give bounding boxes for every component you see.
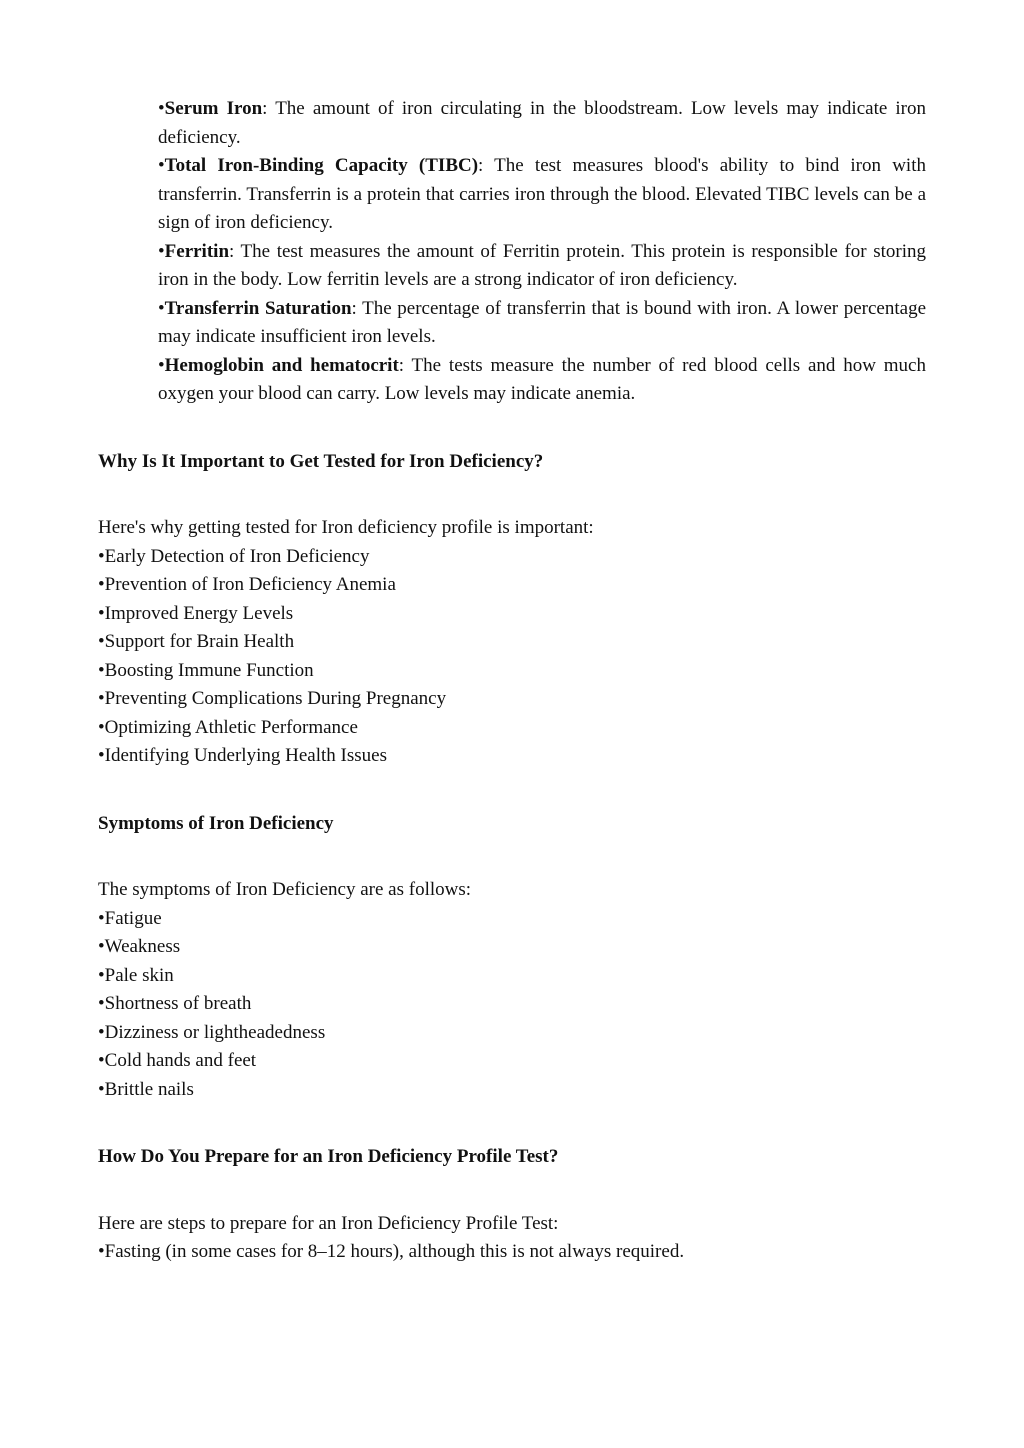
list-item: •Optimizing Athletic Performance (98, 716, 358, 738)
term: Ferritin (164, 240, 230, 262)
term: Total Iron-Binding Capacity (TIBC) (164, 155, 479, 176)
list-item: •Total Iron-Binding Capacity (TIBC): The test measures blood's ability to bind iron with transferrin. Transferrin is a protein that carries iron through the blood. Elevated TIBC levels can be a sign of iron deficiency. (158, 155, 926, 233)
why-list (98, 543, 926, 771)
list-item: •Cold hands and feet (98, 1050, 257, 1071)
list-item: •Brittle nails (98, 1078, 194, 1100)
symptoms-list (98, 905, 926, 1105)
term: Serum Iron (164, 98, 263, 119)
section-intro-prepare: Here are steps to prepare for an Iron Deficiency Profile Test: (98, 1212, 559, 1234)
section-heading-symptoms: Symptoms of Iron Deficiency (98, 812, 334, 834)
prepare-list (98, 1238, 926, 1267)
list-item: •Identifying Underlying Health Issues (98, 745, 387, 766)
document-page (98, 95, 926, 1267)
list-item: •Support for Brain Health (98, 631, 295, 652)
section-heading-why: Why Is It Important to Get Tested for Iron Deficiency? (98, 450, 544, 472)
list-item: •Fatigue (98, 907, 162, 929)
list-item: •Hemoglobin and hematocrit: The tests measure the number of red blood cells and how much oxygen your blood can carry. Low levels may indicate anemia. (158, 354, 926, 404)
test-components-list (158, 95, 926, 409)
list-item: •Fasting (in some cases for 8–12 hours), although this is not always required. (98, 1241, 685, 1262)
section-intro-why: Here's why getting tested for Iron deficiency profile is important: (98, 517, 594, 538)
list-item: •Serum Iron: The amount of iron circulating in the bloodstream. Low levels may indicate iron deficiency. (158, 98, 926, 148)
list-item: •Shortness of breath (98, 993, 252, 1014)
list-item: •Boosting Immune Function (98, 659, 314, 681)
term: Hemoglobin and hematocrit (164, 354, 399, 376)
list-item: •Dizziness or lightheadedness (98, 1021, 326, 1043)
list-item: •Preventing Complications During Pregnancy (98, 688, 447, 709)
list-item: •Transferrin Saturation: The percentage of transferrin that is bound with iron. A lower percentage may indicate insufficient iron levels. (158, 297, 927, 347)
list-item: •Pale skin (98, 964, 174, 986)
term: Transferrin Saturation (164, 297, 352, 319)
list-item: •Weakness (98, 936, 181, 957)
section-heading-prepare: How Do You Prepare for an Iron Deficiency Profile Test? (98, 1146, 559, 1167)
list-item: •Early Detection of Iron Deficiency (98, 545, 370, 567)
section-intro-symptoms: The symptoms of Iron Deficiency are as follows: (98, 879, 472, 900)
list-item: •Ferritin: The test measures the amount of Ferritin protein. This protein is responsible for storing iron in the body. Low ferritin levels are a strong indicator of iron deficiency. (158, 240, 926, 290)
list-item: •Improved Energy Levels (98, 602, 294, 624)
list-item: •Prevention of Iron Deficiency Anemia (98, 574, 396, 595)
